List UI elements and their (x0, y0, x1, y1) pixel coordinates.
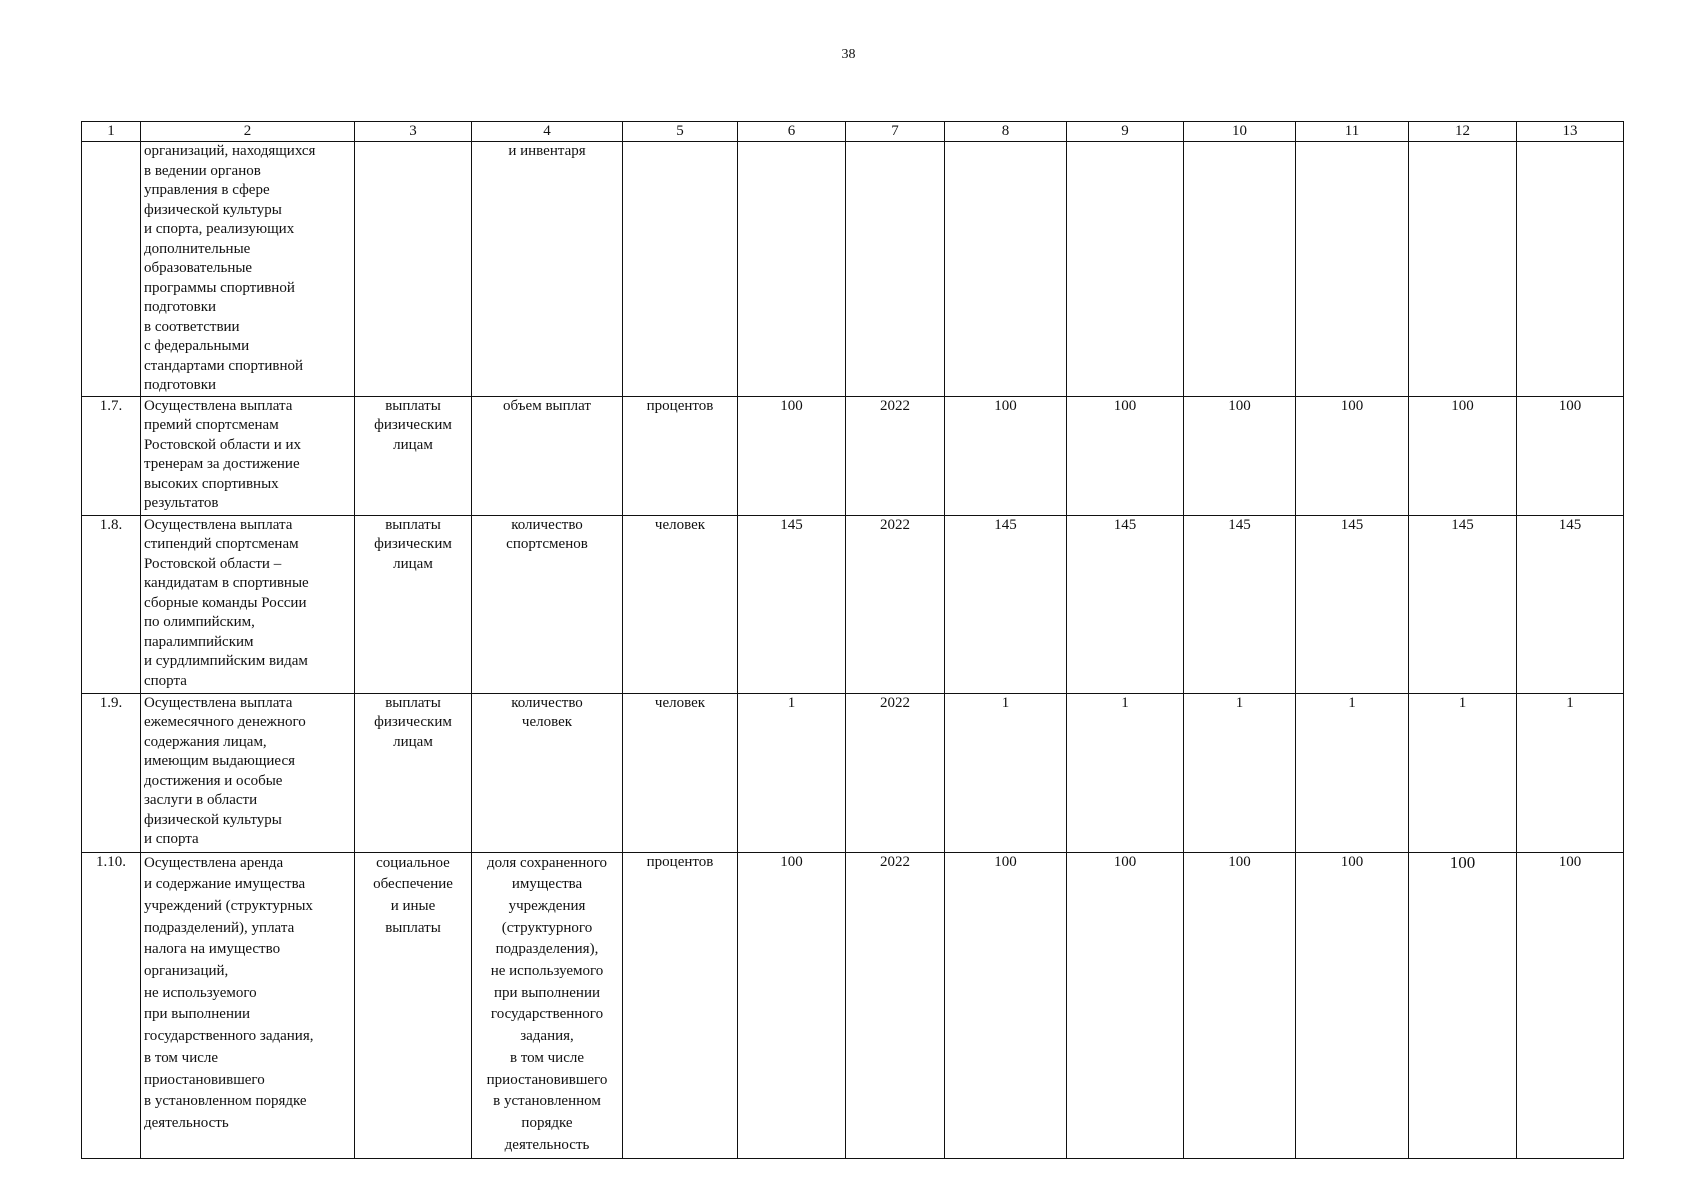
year-value: 1 (1517, 693, 1624, 852)
base-year: 2022 (846, 852, 945, 1158)
base-value (738, 142, 846, 397)
column-header: 3 (355, 122, 472, 142)
unit: процентов (623, 396, 738, 515)
year-value (1067, 142, 1184, 397)
base-value: 145 (738, 515, 846, 693)
unit: человек (623, 693, 738, 852)
year-value: 100 (1409, 396, 1517, 515)
column-header: 9 (1067, 122, 1184, 142)
indicator-name: количество спортсменов (472, 515, 623, 693)
year-value: 1 (1184, 693, 1296, 852)
result-type: социальное обеспечение и иные выплаты (355, 852, 472, 1158)
column-header: 5 (623, 122, 738, 142)
row-number: 1.7. (82, 396, 141, 515)
base-value: 100 (738, 852, 846, 1158)
table-row (82, 515, 1624, 693)
column-header: 13 (1517, 122, 1624, 142)
indicator-name: доля сохраненного имущества учреждения (структурного подразделения), не используемого при выполнении государственного задания, в том числе приостановившего в установленном порядке деятельность (472, 852, 623, 1158)
column-header: 2 (141, 122, 355, 142)
year-value: 100 (1184, 852, 1296, 1158)
year-value: 145 (1296, 515, 1409, 693)
result-name: Осуществлена выплата ежемесячного денежного содержания лицам, имеющим выдающиеся достижения и особые заслуги в области физической культуры и спорта (141, 693, 355, 852)
year-value (945, 142, 1067, 397)
year-value: 1 (1296, 693, 1409, 852)
column-header: 11 (1296, 122, 1409, 142)
year-value: 145 (1184, 515, 1296, 693)
row-number (82, 142, 141, 397)
result-type: выплаты физическим лицам (355, 693, 472, 852)
year-value: 100 (1296, 852, 1409, 1158)
base-year: 2022 (846, 693, 945, 852)
year-value: 145 (1409, 515, 1517, 693)
result-type (355, 142, 472, 397)
year-value: 100 (945, 852, 1067, 1158)
column-header: 1 (82, 122, 141, 142)
indicators-table (81, 121, 1624, 1159)
year-value (1184, 142, 1296, 397)
table-row (82, 142, 1624, 397)
base-year: 2022 (846, 515, 945, 693)
year-value: 100 (1067, 852, 1184, 1158)
base-year: 2022 (846, 396, 945, 515)
year-value: 145 (1517, 515, 1624, 693)
year-value: 1 (945, 693, 1067, 852)
year-value (1409, 142, 1517, 397)
column-header: 7 (846, 122, 945, 142)
column-header: 8 (945, 122, 1067, 142)
year-value: 145 (1067, 515, 1184, 693)
base-year (846, 142, 945, 397)
unit: процентов (623, 852, 738, 1158)
row-number: 1.10. (82, 852, 141, 1158)
result-name: Осуществлена аренда и содержание имущества учреждений (структурных подразделений), уплата налога на имущество организаций, не используемого при выполнении государственного задания, в том числе приостановившего в установленном порядке деятельность (141, 852, 355, 1158)
result-name: Осуществлена выплата стипендий спортсменам Ростовской области – кандидатам в спортивные сборные команды России по олимпийским, паралимпийским и сурдлимпийским видам спорта (141, 515, 355, 693)
result-name: Осуществлена выплата премий спортсменам Ростовской области и их тренерам за достижение высоких спортивных результатов (141, 396, 355, 515)
column-header: 4 (472, 122, 623, 142)
column-header: 10 (1184, 122, 1296, 142)
year-value: 1 (1409, 693, 1517, 852)
indicator-name: объем выплат (472, 396, 623, 515)
year-value: 1 (1067, 693, 1184, 852)
table-row (82, 396, 1624, 515)
year-value (1296, 142, 1409, 397)
row-number: 1.8. (82, 515, 141, 693)
year-value (1517, 142, 1624, 397)
column-header: 12 (1409, 122, 1517, 142)
table-row (82, 852, 1624, 1158)
result-type: выплаты физическим лицам (355, 396, 472, 515)
unit: человек (623, 515, 738, 693)
table-row (82, 693, 1624, 852)
result-name: организаций, находящихся в ведении органов управления в сфере физической культуры и спорта, реализующих дополнительные образовательные программы спортивной подготовки в соответствии с федеральными стандартами спортивной подготовки (141, 142, 355, 397)
unit (623, 142, 738, 397)
year-value: 100 (1296, 396, 1409, 515)
year-value: 100 (1184, 396, 1296, 515)
result-type: выплаты физическим лицам (355, 515, 472, 693)
year-value: 100 (1067, 396, 1184, 515)
row-number: 1.9. (82, 693, 141, 852)
indicator-name: и инвентаря (472, 142, 623, 397)
year-value: 100 (1517, 852, 1624, 1158)
column-header: 6 (738, 122, 846, 142)
column-number-header-row (82, 122, 1624, 142)
base-value: 100 (738, 396, 846, 515)
base-value: 1 (738, 693, 846, 852)
year-value: 100 (945, 396, 1067, 515)
page-number: 38 (841, 47, 856, 62)
indicator-name: количество человек (472, 693, 623, 852)
year-value: 100 (1517, 396, 1624, 515)
year-value: 100 (1409, 852, 1517, 1158)
year-value: 145 (945, 515, 1067, 693)
